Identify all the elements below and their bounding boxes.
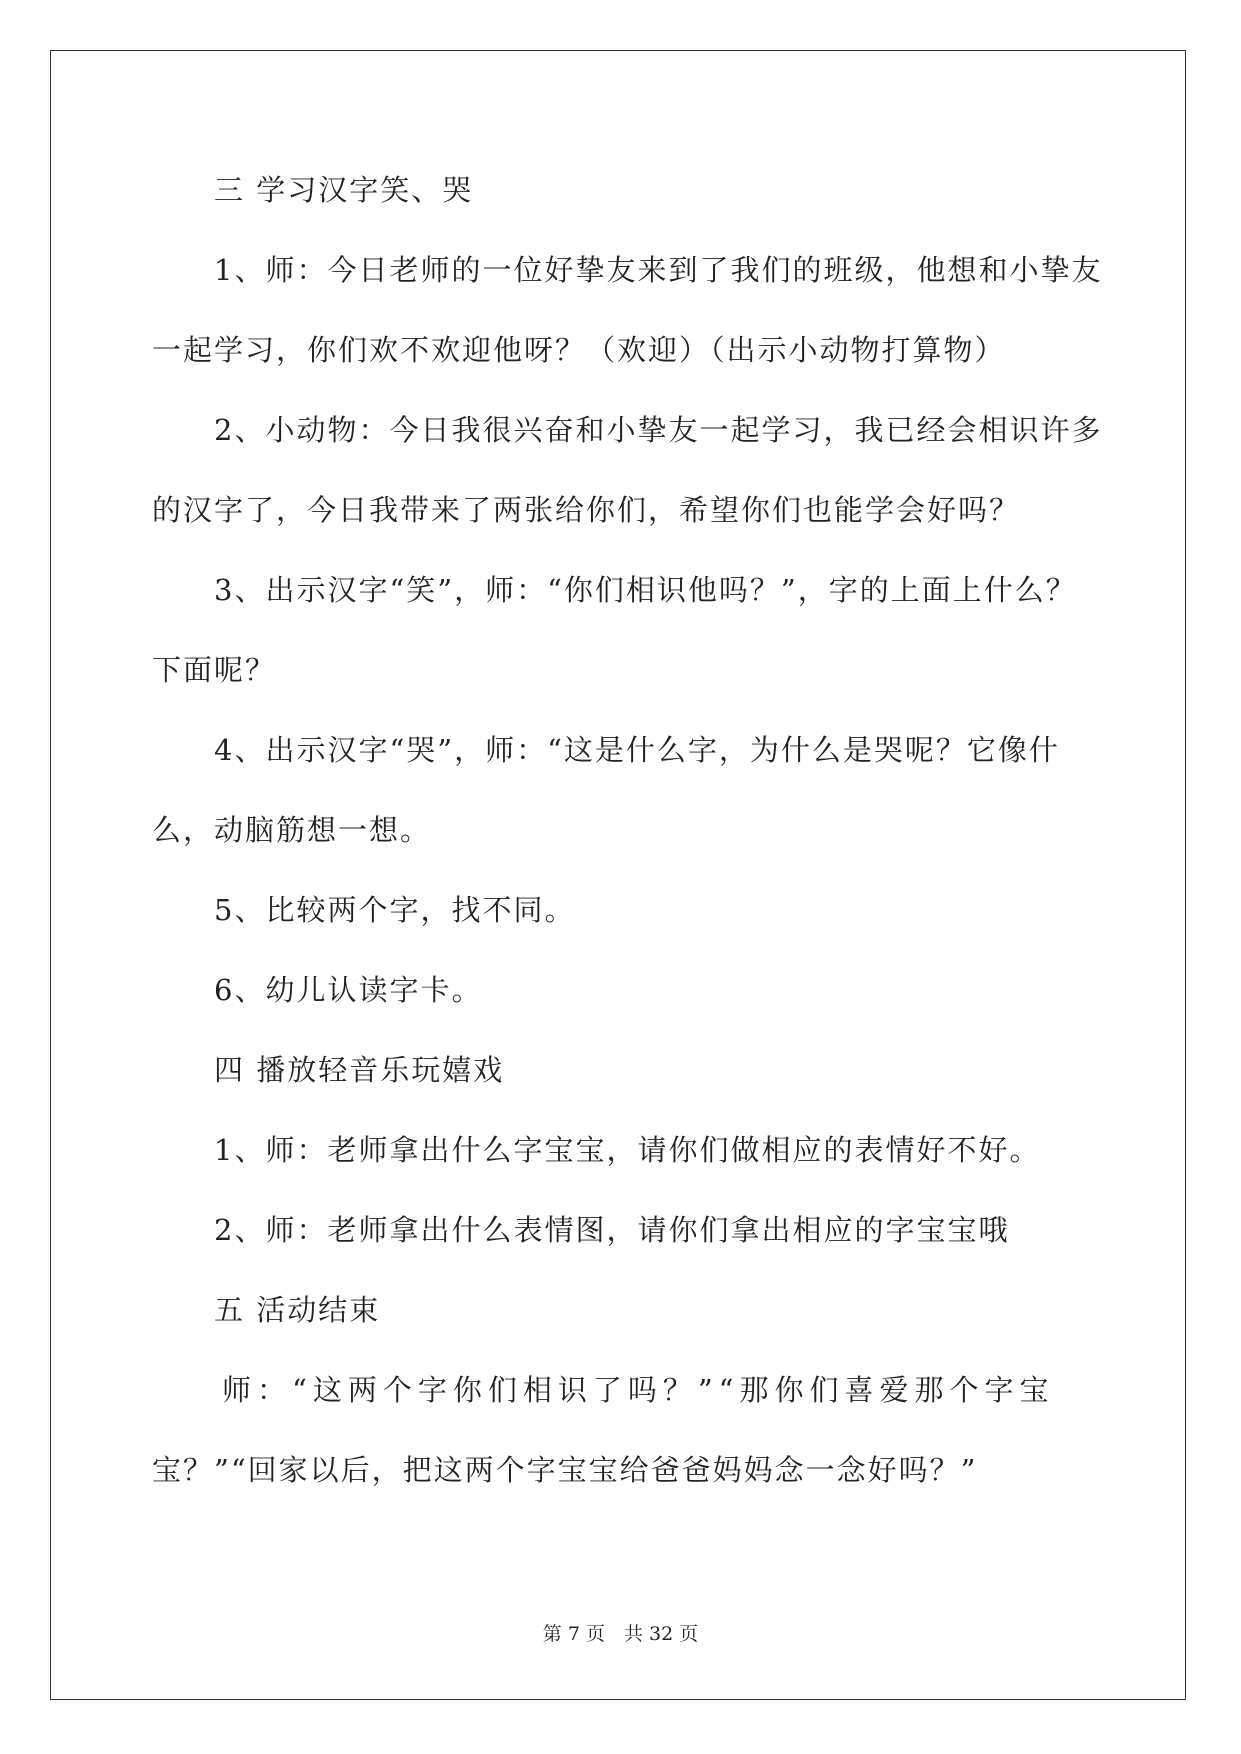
paragraph-line: 的汉字了，今日我带来了两张给你们，希望你们也能学会好吗？ (152, 493, 1021, 527)
page-footer: 第 7 页 共 32 页 (542, 1623, 699, 1645)
section-heading-4: 四 播放轻音乐玩嬉戏 (214, 1053, 505, 1087)
paragraph-line: 2、师：老师拿出什么表情图，请你们拿出相应的字宝宝哦 (214, 1213, 1010, 1247)
paragraph-line: 3、出示汉字“笑”，师：“你们相识他吗？”，字的上面上什么？ (214, 573, 1077, 607)
paragraph-line: 2、小动物：今日我很兴奋和小挚友一起学习，我已经会相识许多 (214, 413, 1103, 447)
paragraph-line: 一起学习，你们欢不欢迎他呀？（欢迎）（出示小动物打算物） (152, 333, 1006, 367)
paragraph-line: 4、出示汉字“哭”，师：“这是什么字，为什么是哭呢？它像什 (214, 733, 1060, 767)
paragraph-line: 宝？”“回家以后，把这两个字宝宝给爸爸妈妈念一念好吗？” (152, 1453, 978, 1487)
paragraph-line: 下面呢？ (152, 653, 277, 687)
section-heading-5: 五 活动结束 (214, 1293, 381, 1327)
paragraph-line: 1、师：老师拿出什么字宝宝，请你们做相应的表情好不好。 (214, 1133, 1041, 1167)
paragraph-line: 么，动脑筋想一想。 (152, 813, 432, 847)
paragraph-line: 师：“这两个字你们相识了吗？”“那你们喜爱那个字宝 (222, 1373, 1055, 1407)
paragraph-line: 1、师：今日老师的一位好挚友来到了我们的班级，他想和小挚友 (214, 253, 1103, 287)
paragraph-line: 5、比较两个字，找不同。 (214, 893, 576, 927)
paragraph-line: 6、幼儿认读字卡。 (214, 973, 483, 1007)
section-heading-3: 三 学习汉字笑、哭 (214, 173, 474, 207)
